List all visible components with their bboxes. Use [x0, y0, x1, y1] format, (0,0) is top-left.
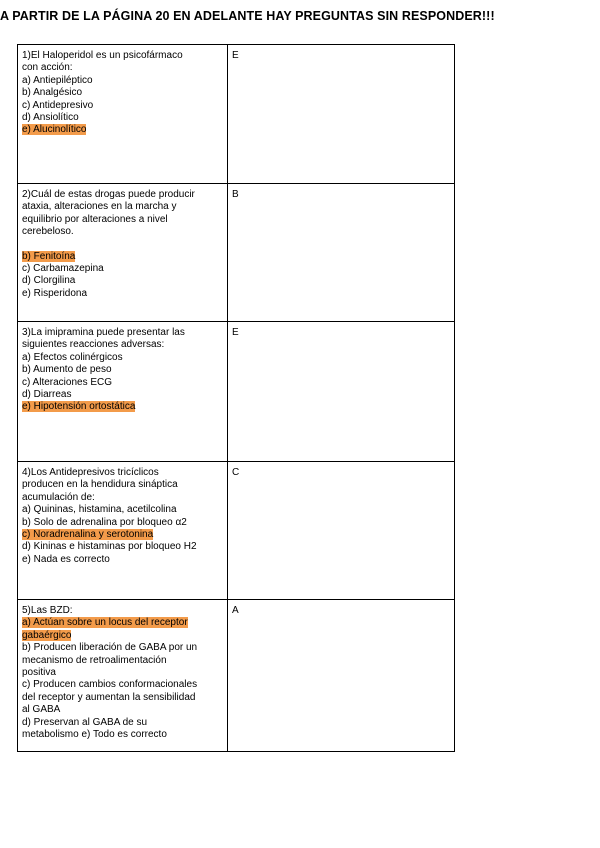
option-c-highlighted: c) Noradrenalina y serotonina — [22, 529, 154, 541]
question-text: cerebeloso. — [22, 226, 74, 238]
question-row-4 — [18, 462, 455, 600]
answer-cell: E — [228, 322, 455, 462]
question-text: siguientes reacciones adversas: — [22, 339, 165, 351]
question-cell — [18, 600, 228, 752]
option-d: d) Clorgilina — [22, 275, 76, 287]
option-b: b) Analgésico — [22, 87, 83, 99]
option-d: d) Preservan al GABA de su — [22, 716, 148, 728]
answer-cell: C — [228, 462, 455, 600]
question-text: ataxia, alteraciones en la marcha y — [22, 201, 177, 213]
answer-cell: B — [228, 184, 455, 322]
option-b: b) Solo de adrenalina por bloqueo α2 — [22, 516, 187, 528]
option-c: c) Producen cambios conformacionales — [22, 679, 198, 691]
answer-cell: A — [228, 600, 455, 752]
question-row-5 — [18, 600, 455, 752]
question-cell — [18, 184, 228, 322]
question-text: 1)El Haloperidol es un psicofármaco — [22, 50, 183, 61]
question-cell — [18, 462, 228, 600]
option-e-highlighted: e) Alucinolítico — [22, 124, 87, 136]
questions-table — [17, 44, 455, 752]
option-e: e) Nada es correcto — [22, 553, 110, 565]
option-b: b) Producen liberación de GABA por un — [22, 642, 198, 654]
question-row-2 — [18, 184, 455, 322]
option-c: c) Antidepresivo — [22, 99, 94, 111]
answer-cell: E — [228, 45, 455, 184]
blank-line — [22, 239, 223, 251]
option-a: a) Efectos colinérgicos — [22, 351, 123, 363]
page-banner-warning: A PARTIR DE LA PÁGINA 20 EN ADELANTE HAY PREGUNTAS SIN RESPONDER!!! — [0, 9, 495, 23]
question-text: equilibrio por alteraciones a nivel — [22, 213, 168, 225]
option-c: c) Carbamazepina — [22, 263, 104, 275]
question-text: 3)La imipramina puede presentar las — [22, 327, 185, 338]
option-b-cont: positiva — [22, 667, 56, 679]
option-e-highlighted: e) Hipotensión ortostática — [22, 401, 136, 413]
question-text: producen en la hendidura sináptica — [22, 479, 178, 491]
option-c: c) Alteraciones ECG — [22, 376, 113, 388]
question-cell — [18, 322, 228, 462]
option-e: e) Risperidona — [22, 287, 88, 299]
option-c-cont: del receptor y aumentan la sensibilidad — [22, 691, 196, 703]
question-text: 2)Cuál de estas drogas puede producir — [22, 189, 195, 200]
question-cell — [18, 45, 228, 184]
question-row-3 — [18, 322, 455, 462]
question-text: 5)Las BZD: — [22, 605, 73, 616]
option-d: d) Ansiolítico — [22, 112, 79, 124]
option-d-e: metabolismo e) Todo es correcto — [22, 729, 167, 741]
option-d: d) Diarreas — [22, 389, 72, 401]
option-b: b) Aumento de peso — [22, 364, 112, 376]
option-c-cont: al GABA — [22, 704, 61, 716]
question-row-1 — [18, 45, 455, 184]
question-text: acumulación de: — [22, 491, 95, 503]
question-text: con acción: — [22, 62, 73, 74]
question-text: 4)Los Antidepresivos tricíclicos — [22, 467, 159, 478]
option-a-highlighted: a) Actúan sobre un locus del receptor — [22, 617, 188, 629]
option-b-highlighted: b) Fenitoína — [22, 250, 76, 262]
option-a: a) Antiepiléptico — [22, 74, 93, 86]
option-d: d) Kininas e histaminas por bloqueo H2 — [22, 541, 197, 553]
option-b-cont: mecanismo de retroalimentación — [22, 654, 167, 666]
option-a-highlighted-cont: gabaérgico — [22, 629, 72, 641]
option-a: a) Quininas, histamina, acetilcolina — [22, 504, 177, 516]
